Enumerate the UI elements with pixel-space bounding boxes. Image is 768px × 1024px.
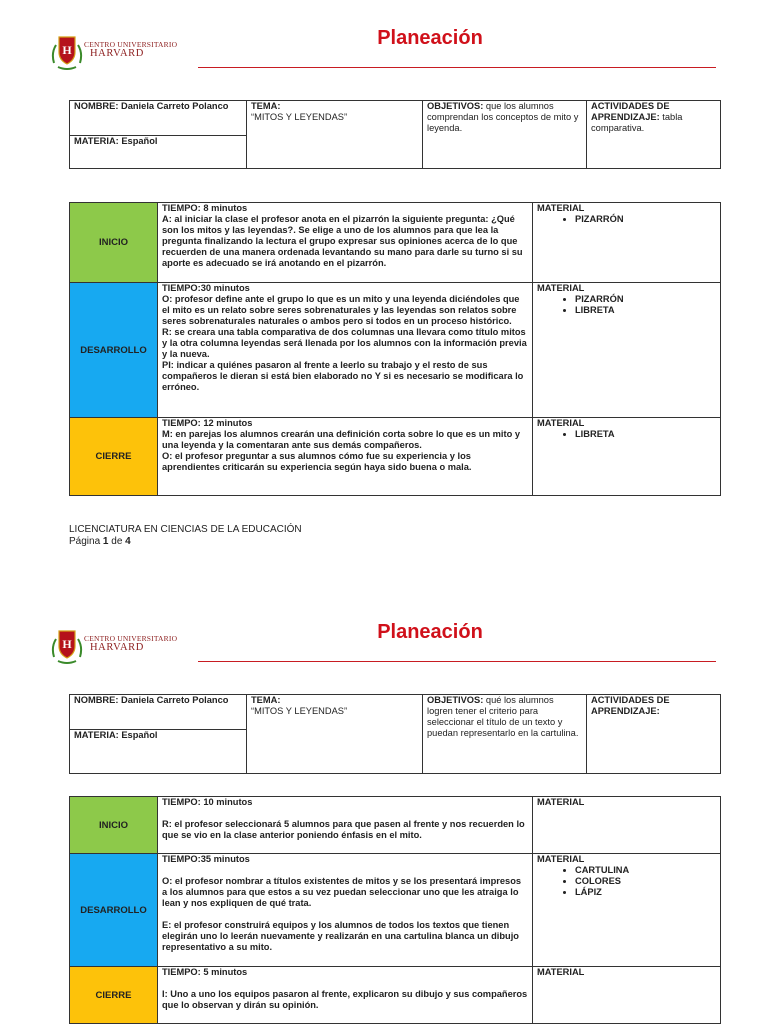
objetivos-value: que los alumnos comprendan los conceptos de mito y leyenda. — [427, 101, 579, 133]
objetivos-label: OBJETIVOS: — [427, 101, 484, 111]
material-list — [537, 429, 716, 440]
phase-material-desarrollo — [533, 854, 721, 967]
harvard-logo — [50, 627, 190, 667]
tema-value: “MITOS Y LEYENDAS” — [251, 706, 348, 716]
phase-label-desarrollo: DESARROLLO — [70, 854, 158, 967]
material-label: MATERIAL — [537, 967, 585, 977]
nombre-cell: NOMBRE: Daniela Carreto Polanco — [70, 695, 247, 730]
phase-material-inicio — [533, 797, 721, 854]
tema-label: TEMA: — [251, 695, 281, 705]
phase-label-inicio: INICIO — [70, 203, 158, 283]
material-item: • LÁPIZ — [575, 887, 716, 898]
phase-time: TIEMPO: 8 minutos — [162, 203, 248, 213]
phase-text: O: el profesor nombrar a títulos existentes de mitos y se los presentará impresos a los alumnos para que estos a su vez puedan seleccionar uno que les atraiga lo lean y nos expliquen de qué trata. — [162, 876, 522, 908]
material-item: • LIBRETA — [575, 305, 716, 316]
svg-text:H: H — [62, 43, 72, 57]
material-label: MATERIAL — [537, 283, 585, 293]
shield-icon — [50, 627, 84, 665]
footer-page-number: Página 1 de 4 — [69, 536, 131, 547]
page-2 — [0, 594, 768, 1024]
phase-label-cierre: CIERRE — [70, 967, 158, 1024]
institution-name: HARVARD — [90, 642, 144, 653]
page-title: Planeación — [377, 621, 483, 643]
info-table — [69, 100, 721, 169]
material-item: • COLORES — [575, 876, 716, 887]
actividades-label: ACTIVIDADES DE APRENDIZAJE: — [591, 695, 670, 716]
objetivos-label: OBJETIVOS: — [427, 695, 484, 705]
svg-text:H: H — [62, 637, 72, 651]
phase-text: O: el profesor preguntar a sus alumnos cómo fue su experiencia y los aprendientes criticarán su experiencia según haya sido buena o mala. — [162, 451, 472, 472]
tema-value: “MITOS Y LEYENDAS” — [251, 112, 348, 122]
harvard-logo — [50, 33, 190, 73]
material-list — [537, 865, 716, 898]
phase-content-cierre — [158, 967, 533, 1024]
phase-time: TIEMPO: 5 minutos — [162, 967, 248, 977]
material-item: • CARTULINA — [575, 865, 716, 876]
phase-content-desarrollo — [158, 283, 533, 418]
title-divider — [198, 67, 716, 68]
title-divider — [198, 661, 716, 662]
phase-material-cierre — [533, 418, 721, 496]
institution-name: HARVARD — [90, 48, 144, 59]
materia-cell: MATERIA: Español — [70, 136, 247, 169]
shield-icon — [50, 33, 84, 71]
phase-text: E: el profesor construirá equipos y los alumnos de todos los textos que tienen elegirán uno lo leerán nuevamente y realizarán en una cartulina blanca un dibujo representativo a su mito. — [162, 920, 519, 952]
tema-cell — [247, 101, 423, 169]
actividades-label: ACTIVIDADES DE APRENDIZAJE: — [591, 101, 670, 122]
institution-small-text: CENTRO UNIVERSITARIO — [84, 634, 178, 643]
phase-text: I: Uno a uno los equipos pasaron al frente, explicaron su dibujo y sus compañeros que lo observan y dirán su opinión. — [162, 989, 528, 1010]
phase-material-desarrollo — [533, 283, 721, 418]
nombre-cell: NOMBRE: Daniela Carreto Polanco — [70, 101, 247, 136]
phase-text: R: se creara una tabla comparativa de dos columnas una llevara como título mitos y la otra columna leyendas será llenada por los alumnos con la información previa y la nueva. — [162, 327, 527, 359]
phase-text: M: en parejas los alumnos crearán una definición corta sobre lo que es un mito y una leyenda y la comentaran ante sus demás compañeros. — [162, 429, 521, 450]
material-item: • LIBRETA — [575, 429, 716, 440]
institution-small-text: CENTRO UNIVERSITARIO — [84, 40, 178, 49]
materia-cell: MATERIA: Español — [70, 730, 247, 774]
phase-text: O: profesor define ante el grupo lo que es un mito y una leyenda diciéndoles que el mito es un relato sobre seres sobrenaturales y las leyendas son relatos sobre seres sobrenaturales naturales o ambos pero si todos en un proceso histórico. — [162, 294, 520, 326]
material-item: • PIZARRÓN — [575, 294, 716, 305]
material-item: • PIZARRÓN — [575, 214, 716, 225]
tema-label: TEMA: — [251, 101, 281, 111]
material-list — [537, 214, 716, 225]
phase-time: TIEMPO:30 minutos — [162, 283, 250, 293]
phase-content-inicio — [158, 203, 533, 283]
material-label: MATERIAL — [537, 418, 585, 428]
footer-program: LICENCIATURA EN CIENCIAS DE LA EDUCACIÓN — [69, 524, 302, 535]
actividades-cell — [587, 101, 721, 169]
actividades-cell — [587, 695, 721, 774]
page-footer — [69, 524, 302, 548]
phase-time: TIEMPO: 12 minutos — [162, 418, 253, 428]
phase-label-cierre: CIERRE — [70, 418, 158, 496]
page-title: Planeación — [377, 27, 483, 49]
info-table — [69, 694, 721, 774]
phase-text: PI: indicar a quiénes pasaron al frente a leerlo su trabajo y el resto de sus compañeros le dieran si está bien elaborado no Y si es necesario se modificara lo erróneo. — [162, 360, 524, 392]
phases-table — [69, 796, 721, 1024]
phase-content-inicio — [158, 797, 533, 854]
phase-label-inicio: INICIO — [70, 797, 158, 854]
actividades-value: tabla comparativa. — [591, 112, 683, 133]
objetivos-cell — [423, 695, 587, 774]
objetivos-cell — [423, 101, 587, 169]
material-label: MATERIAL — [537, 203, 585, 213]
material-list — [537, 294, 716, 316]
phase-time: TIEMPO:35 minutos — [162, 854, 250, 864]
objetivos-value: qué los alumnos logren tener el criterio para seleccionar el título de un texto y puedan representarlo en la cartulina. — [427, 695, 579, 738]
phases-table — [69, 202, 721, 496]
material-label: MATERIAL — [537, 797, 585, 807]
phase-time: TIEMPO: 10 minutos — [162, 797, 253, 807]
phase-material-cierre — [533, 967, 721, 1024]
phase-content-desarrollo — [158, 854, 533, 967]
phase-text: R: el profesor seleccionará 5 alumnos para que pasen al frente y nos recuerden lo que se vio en la clase anterior poniendo énfasis en el mito. — [162, 819, 525, 840]
phase-material-inicio — [533, 203, 721, 283]
phase-label-desarrollo: DESARROLLO — [70, 283, 158, 418]
phase-content-cierre — [158, 418, 533, 496]
tema-cell — [247, 695, 423, 774]
phase-text: A: al iniciar la clase el profesor anota en el pizarrón la siguiente pregunta: ¿Qué son los mitos y las leyendas?. Se elige a uno de los alumnos para que lea la pregunta finalizando la lectura el grupo expresar sus opiniones acerca de lo que recuerden de una manera ordenada levantando su mano para darle su turno si su aporte es adecuado se irá anotando en el pizarrón. — [162, 214, 523, 268]
material-label: MATERIAL — [537, 854, 585, 864]
